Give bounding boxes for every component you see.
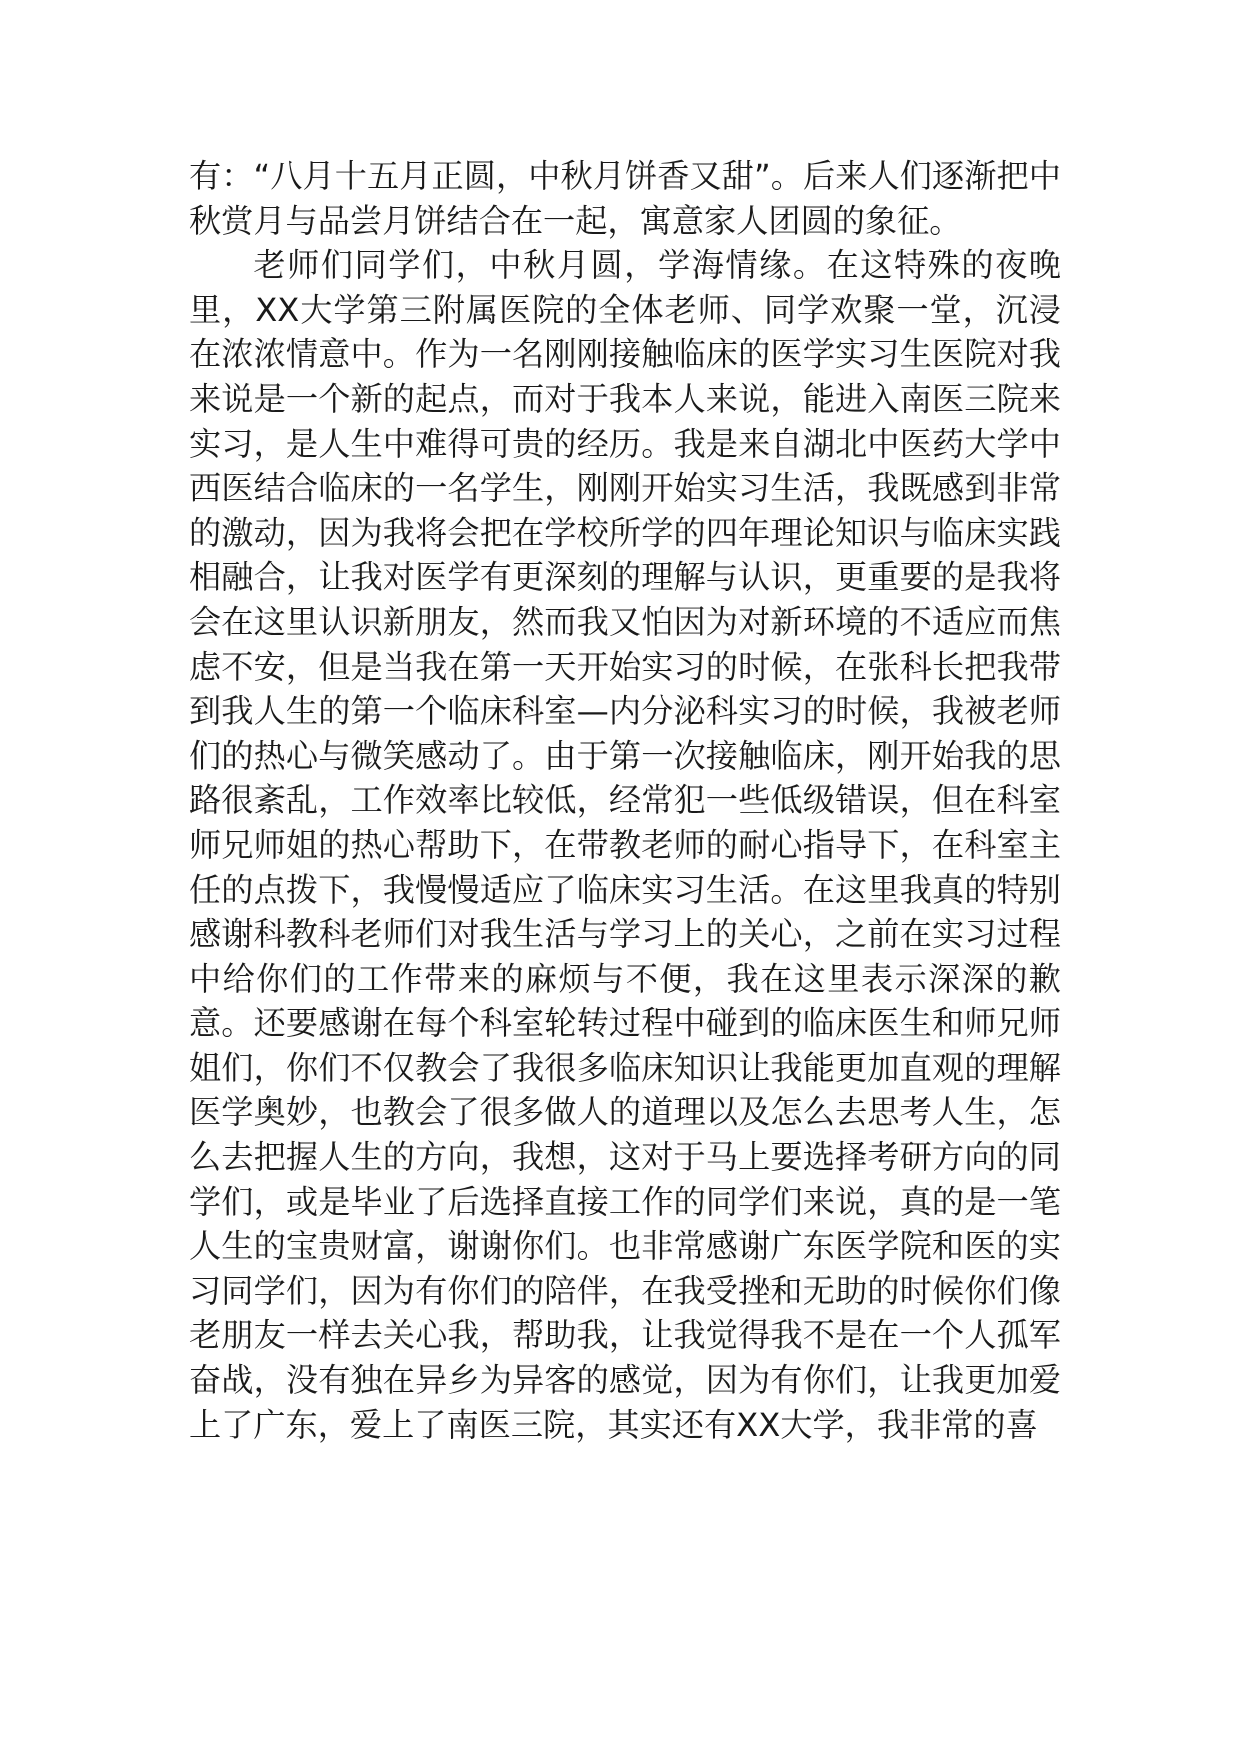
document-body [189,154,1061,1447]
paragraph-continuation: 有：“八月十五月正圆，中秋月饼香又甜”。后来人们逐渐把中秋赏月与品尝月饼结合在一起，寓意家人团圆的象征。 [189,157,1061,240]
paragraph-speech-body: 老师们同学们，中秋月圆，学海情缘。在这特殊的夜晚里，XX大学第三附属医院的全体老师、同学欢聚一堂，沉浸在浓浓情意中。作为一名刚刚接触临床的医学实习生医院对我来说是一个新的起点，而对于我本人来说，能进入南医三院来实习，是人生中难得可贵的经历。我是来自湖北中医药大学中西医结合临床的一名学生，刚刚开始实习生活，我既感到非常的激动，因为我将会把在学校所学的四年理论知识与临床实践相融合，让我对医学有更深刻的理解与认识，更重要的是我将会在这里认识新朋友，然而我又怕因为对新环境的不适应而焦虑不安，但是当我在第一天开始实习的时候，在张科长把我带到我人生的第一个临床科室—内分泌科实习的时候，我被老师们的热心与微笑感动了。由于第一次接触临床，刚开始我的思路很紊乱，工作效率比较低，经常犯一些低级错误，但在科室师兄师姐的热心帮助下，在带教老师的耐心指导下，在科室主任的点拨下，我慢慢适应了临床实习生活。在这里我真的特别感谢科教科老师们对我生活与学习上的关心，之前在实习过程中给你们的工作带来的麻烦与不便，我在这里表示深深的歉意。还要感谢在每个科室轮转过程中碰到的临床医生和师兄师姐们，你们不仅教会了我很多临床知识让我能更加直观的理解医学奥妙，也教会了很多做人的道理以及怎么去思考人生，怎么去把握人生的方向，我想，这对于马上要选择考研方向的同学们，或是毕业了后选择直接工作的同学们来说，真的是一笔人生的宝贵财富，谢谢你们。也非常感谢广东医学院和医的实习同学们，因为有你们的陪伴，在我受挫和无助的时候你们像老朋友一样去关心我，帮助我，让我觉得我不是在一个人孤军奋战，没有独在异乡为异客的感觉，因为有你们，让我更加爱上了广东，爱上了南医三院，其实还有XX大学，我非常的喜 [189,246,1061,1444]
